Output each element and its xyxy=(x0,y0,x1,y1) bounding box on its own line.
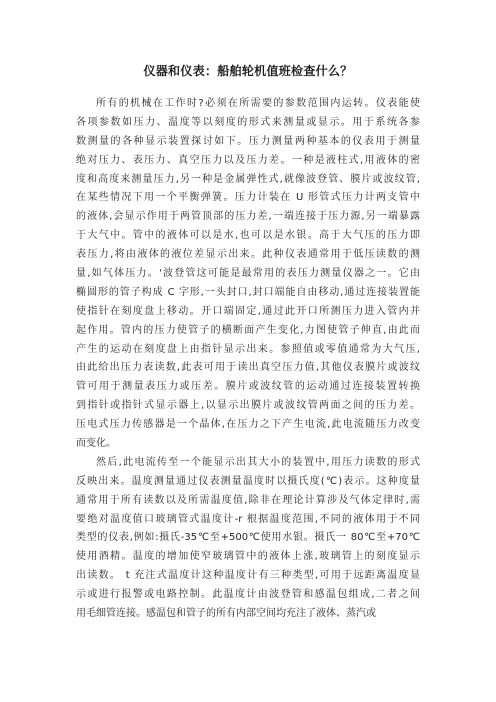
paragraph-1-line: 各项参数如压力、温度等以刻度的形式来测量或显示。用于系统各参 xyxy=(76,116,420,128)
paragraph-1-line: 量,如气体压力。'波登管这可能是最常用的表压力测量仪器之一。它由 xyxy=(76,268,420,280)
document-body xyxy=(76,95,420,624)
paragraph-2-line: 出读数。 t 充注式温度计这种温度计有三种类型,可用于远距离温度显 xyxy=(76,570,420,582)
paragraph-2-line: 然后,此电流传至一个能显示出其大小的装置中,用压力读数的形式 xyxy=(96,456,420,468)
paragraph-1-line: 表压力,将由液体的液位差显示出来。此种仪表通常用于低压读数的测 xyxy=(76,249,420,261)
paragraph-1-line: 由此给出压力表读数,此表可用于读出真空压力值,其他仪表膜片或波纹 xyxy=(76,362,420,374)
paragraph-2-line: 使用酒精。温度的增加使窄玻璃管中的液体上涨,玻璃管上的刻度显示 xyxy=(76,551,420,563)
paragraph-1-line: 在某些情况下用一个平衡弹簧。压力计装在 U 形管式压力计两支管中 xyxy=(76,192,420,204)
paragraph-1-line: 于大气中。管中的液体可以是水,也可以是水银。高于大气压的压力即 xyxy=(76,230,420,242)
paragraph-1-line: 产生的运动在刻度盘上由指针显示出来。参照值或零值通常为大气压, xyxy=(76,343,420,355)
paragraph-1-line: 椭圆形的管子构成 C 字形,一头封口,封口端能自由移动,通过连接装置能 xyxy=(76,286,420,298)
paragraph-1-line: 管可用于测量表压力或压差。膜片或波纹管的运动通过连接装置转换 xyxy=(76,381,420,393)
paragraph-1-line: 压电式压力传感器是一个晶体,在压力之下产生电流,此电流随压力改变 xyxy=(76,419,420,431)
paragraph-2-line: 要绝对温度值口玻璃管式温度计-r 根据温度范围,不同的液体用于不同 xyxy=(76,513,420,525)
paragraph-1-line: 度和高度来测量压力,另一种是金属弹性式,就像波登管、膜片或波纹管, xyxy=(76,173,420,185)
document-title: 仪器和仪表：船舶轮机值班检查什么？ xyxy=(143,64,353,78)
paragraph-1-line: 使指针在刻度盘上移动。开口端固定,通过此开口所测压力进入管内并 xyxy=(76,305,420,317)
paragraph-2-line: 用毛细管连接。感温包和管子的所有内部空间均充注了液体、蒸汽或 xyxy=(76,608,376,620)
paragraph-1-line: 到指针或指针式显示器上,以显示出膜片或波纹管两面之间的压力差。 xyxy=(76,400,420,412)
paragraph-2-line: 反映出来。温度测量通过仪表测量温度时以摄氏度(℃)表示。这种度量 xyxy=(76,475,420,487)
paragraph-1-line: 而变化。 xyxy=(76,438,116,450)
paragraph-1-line: 所有的机械在工作时?必须在所需要的参数范围内运转。仪表能使 xyxy=(96,98,420,109)
paragraph-2-line: 通常用于所有读数以及所需温度值,除非在理论计算涉及气体定律时,需 xyxy=(76,494,420,506)
paragraph-1-line: 绝对压力、表压力、真空压力以及压力差。一种是液柱式,用液体的密 xyxy=(76,154,420,166)
paragraph-1-line: 的液体,会显示作用于两管顶部的压力差,一端连接于压力源,另一端暴露 xyxy=(76,211,420,223)
paragraph-1-line: 数测量的各种显示装置探讨如下。压力测量两种基本的仪表用于测量 xyxy=(76,135,420,147)
paragraph-2-line: 类型的仪表,例如:摄氏-35℃至+500℃使用水银。摄氏一 80℃至+70℃ xyxy=(76,532,420,544)
paragraph-2-line: 示或进行报警或电路控制。此温度计由波登管和感温包组成,二者之间 xyxy=(76,589,420,601)
paragraph-1-line: 起作用。管内的压力使管子的横断面产生变化,力图使管子伸直,由此而 xyxy=(76,324,420,336)
